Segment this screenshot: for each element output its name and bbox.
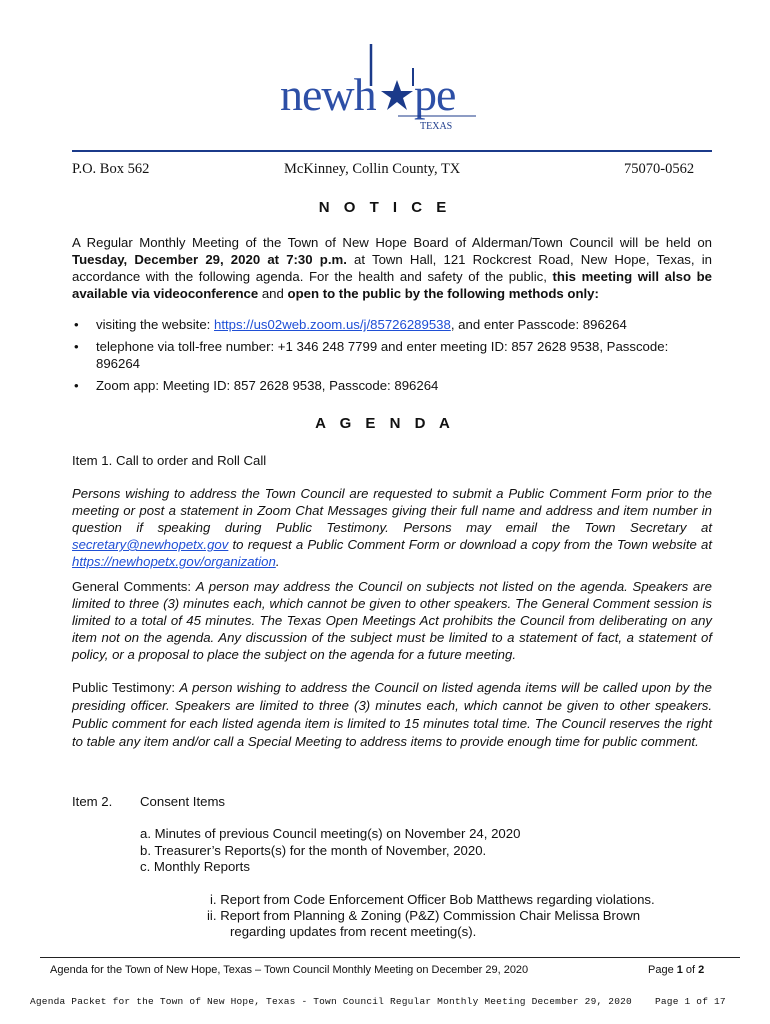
general-comments-text: A person may address the Council on subjects not listed on the agenda. Speakers are limited to three (3) minutes each, which cannot be given to other speakers. The General Comment session is limited to a total of 45 minutes. The Texas Open Meetings Act prohibits the Council from deliberating on any item not on the agenda. Any discussion of the subject must be limited to a statement of fact, a statement of policy, or a proposal to place the subject on the agenda for a future meeting. bbox=[72, 579, 712, 662]
svg-text:newh: newh bbox=[280, 69, 376, 120]
po-box: P.O. Box 562 bbox=[72, 161, 150, 177]
report-item-ii-line2: regarding updates from recent meeting(s). bbox=[230, 924, 477, 939]
persons-text-c: . bbox=[275, 554, 280, 569]
report-item-i: i. Report from Code Enforcement Officer Bob Matthews regarding violations. bbox=[210, 892, 655, 907]
city-county: McKinney, Collin County, TX bbox=[284, 161, 461, 177]
page-total: 2 bbox=[698, 964, 705, 976]
list-item bbox=[72, 338, 712, 372]
persons-text-b: to request a Public Comment Form or download a copy from the Town website at bbox=[228, 537, 712, 552]
header-divider bbox=[72, 150, 712, 152]
organization-link[interactable]: https://newhopetx.gov/organization bbox=[72, 554, 276, 569]
zoom-link[interactable]: https://us02web.zoom.us/j/85726289538 bbox=[214, 317, 451, 332]
footer-page-number bbox=[648, 964, 704, 976]
notice-bold-f: available via videoconference bbox=[72, 286, 259, 301]
public-testimony-paragraph bbox=[72, 679, 712, 751]
zip-code: 75070-0562 bbox=[624, 161, 695, 177]
page-of: of bbox=[682, 964, 699, 976]
page-prefix: Page bbox=[648, 964, 677, 976]
phone-line-1: telephone via toll-free number: +1 346 248 7799 and enter meeting ID: 857 2628 9538, Passcode: bbox=[96, 339, 669, 354]
website-passcode: , and enter Passcode: 896264 bbox=[450, 317, 627, 332]
general-comments-paragraph bbox=[72, 578, 712, 663]
logo-sub: TEXAS bbox=[420, 121, 453, 132]
phone-line-2: 896264 bbox=[96, 356, 141, 371]
consent-item-c: c. Monthly Reports bbox=[140, 859, 250, 874]
page-current: 1 bbox=[676, 964, 683, 976]
footer-divider bbox=[40, 957, 740, 958]
meeting-datetime: Tuesday, December 29, 2020 at 7:30 p.m. bbox=[72, 252, 347, 267]
access-methods-list bbox=[72, 316, 712, 399]
persons-paragraph bbox=[72, 485, 712, 570]
public-testimony-text: A person wishing to address the Council on listed agenda items will be called upon by the presiding officer. Speakers are limited to three (3) minutes each, which cannot be given to other speakers. Public comment for each listed agenda item is limited to 15 minutes total time. The Council reserves the right to table any item and/or call a Special Meeting to address items to provide enough time for public comment. bbox=[72, 680, 712, 749]
agenda-heading: A G E N D A bbox=[315, 415, 455, 432]
item-2-title: Consent Items bbox=[140, 794, 226, 809]
notice-bold-e: this meeting will also be bbox=[552, 269, 712, 284]
new-hope-logo bbox=[278, 40, 478, 136]
item-1: Item 1. Call to order and Roll Call bbox=[72, 453, 267, 468]
packet-footer: Agenda Packet for the Town of New Hope, Texas - Town Council Regular Monthly Meeting December 29, 2020 bbox=[30, 996, 632, 1007]
notice-paragraph bbox=[72, 234, 712, 302]
footer-title: Agenda for the Town of New Hope, Texas – Town Council Monthly Meeting on December 29, 2020 bbox=[50, 964, 529, 976]
notice-text-d: accordance with the following agenda. For the health and safety of the public, bbox=[72, 269, 553, 284]
consent-item-b: b. Treasurer’s Reports(s) for the month of November, 2020. bbox=[140, 843, 487, 858]
public-testimony-label: Public Testimony: bbox=[72, 680, 180, 695]
svg-text:pe: pe bbox=[414, 69, 456, 120]
packet-page-number: Page 1 of 17 bbox=[655, 996, 726, 1007]
zoom-app-info: Zoom app: Meeting ID: 857 2628 9538, Passcode: 896264 bbox=[96, 378, 439, 393]
list-item bbox=[72, 316, 712, 333]
consent-item-a: a. Minutes of previous Council meeting(s) on November 24, 2020 bbox=[140, 826, 521, 841]
secretary-email-link[interactable]: secretary@newhopetx.gov bbox=[72, 537, 229, 552]
website-label: visiting the website: bbox=[96, 317, 215, 332]
persons-text-a: Persons wishing to address the Town Council are requested to submit a Public Comment Form prior to the meeting or post a statement in Zoom Chat Messages giving their full name and address and item number in question if speaking during Public Testimony. Persons may email the Town Secretary at bbox=[72, 486, 712, 535]
notice-bold-h: open to the public by the following methods only: bbox=[287, 286, 599, 301]
notice-text-g: and bbox=[258, 286, 288, 301]
item-2-number: Item 2. bbox=[72, 794, 113, 809]
report-item-ii-line1: ii. Report from Planning & Zoning (P&Z) Commission Chair Melissa Brown bbox=[207, 908, 641, 923]
notice-text-c: at Town Hall, 121 Rockcrest Road, New Hope, Texas, in bbox=[346, 252, 713, 267]
list-item bbox=[72, 377, 712, 394]
notice-heading: N O T I C E bbox=[318, 199, 452, 216]
notice-text-a: A Regular Monthly Meeting of the Town of New Hope Board of Alderman/Town Council will be held on bbox=[72, 235, 712, 250]
general-comments-label: General Comments: bbox=[72, 579, 196, 594]
